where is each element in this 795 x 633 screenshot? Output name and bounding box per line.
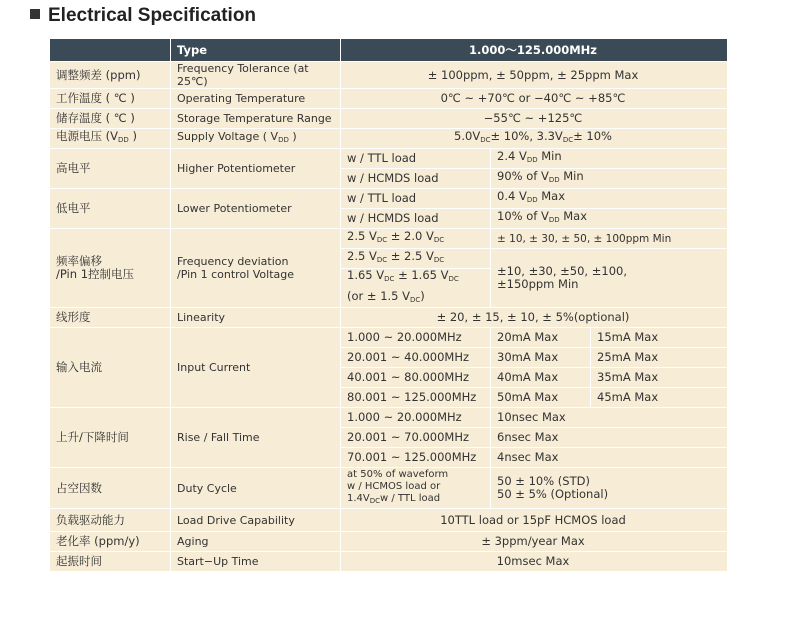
bullet-square-icon [30, 9, 40, 19]
table-row: 调整频差 (ppm) Frequency Tolerance (at 25℃) ± 100ppm, ± 50ppm, ± 25ppm Max [50, 62, 728, 89]
table-row: 工作温度 ( ℃ ) Operating Temperature 0℃ ~ +70℃ or −40℃ ~ +85℃ [50, 89, 728, 109]
table-row: 输入电流 Input Current 1.000 ~ 20.000MHz 20mA Max 15mA Max [50, 328, 728, 348]
table-row: 2.5 $V_{DC} \pm 2.5$ $V_{DC}$ ±10, ±30, ±50, ±100, ±150ppm Min [50, 249, 728, 269]
table-row: 储存温度 ( ℃ ) Storage Temperature Range −55℃ ~ +125℃ [50, 109, 728, 129]
table-row: 70.001 ~ 125.000MHz 4nsec Max [50, 448, 728, 468]
table-row: 上升/下降时间 Rise / Fall Time 1.000 ~ 20.000MHz 10nsec Max [50, 408, 728, 428]
table-row: 频率偏移 /Pin 1控制电压 Frequency deviation /Pin 1 control Voltage 2.5 $V_{DC} \pm 2.0$ $V_{DC}$ ± 10, ± 30, ± 50, ± 100ppm Min [50, 229, 728, 249]
type-header: Type [171, 39, 341, 62]
table-row: 20.001 ~ 40.000MHz 30mA Max 25mA Max [50, 348, 728, 368]
table-row: 占空因数 Duty Cycle at 50% of waveform w / HCMOS load or $1.4V_{DC}w$ / TTL load 50 ± 10% (STD) 50 ± 5% (Optional) [50, 468, 728, 509]
table-row: 负载驱动能力 Load Drive Capability 10TTL load or 15pF HCMOS load [50, 509, 728, 532]
table-row: 40.001 ~ 80.000MHz 40mA Max 35mA Max [50, 368, 728, 388]
table-row: 1.65 $V_{DC} \pm 1.65$ $V_{DC}$ (or ± 1.5 $V_{DC}$) [50, 269, 728, 308]
table-row: 高电平 Higher Potentiometer w / TTL load 2.4 $V_{DD}$ Min [50, 149, 728, 169]
table-row: 低电平 Lower Potentiometer w / TTL load 0.4 $V_{DD}$ Max [50, 189, 728, 209]
table-row: w / HCMDS load 10% of $V_{DD}$ Max [50, 209, 728, 229]
table-row: 老化率 (ppm/y) Aging ± 3ppm/year Max [50, 532, 728, 552]
table-row: 80.001 ~ 125.000MHz 50mA Max 45mA Max [50, 388, 728, 408]
table-row: 线形度 Linearity ± 20, ± 15, ± 10, ± 5%(optional) [50, 308, 728, 328]
freq-range-header: 1.000～125.000MHz [341, 39, 728, 62]
table-row: w / HCMDS load 90% of $V_{DD}$ Min [50, 169, 728, 189]
page-title: Electrical Specification [30, 5, 256, 27]
table-row: 起振时间 Start−Up Time 10msec Max [50, 552, 728, 572]
table-row: 电源电压 ($V_{DD}$ ) Supply Voltage ( $V_{DD}$ ) $5.0V_{DC}\pm 10\%$, $3.3V_{DC}\pm 10\%$ [50, 129, 728, 149]
table-header-row [50, 39, 728, 62]
spec-table [49, 38, 728, 572]
table-row: 20.001 ~ 70.000MHz 6nsec Max [50, 428, 728, 448]
